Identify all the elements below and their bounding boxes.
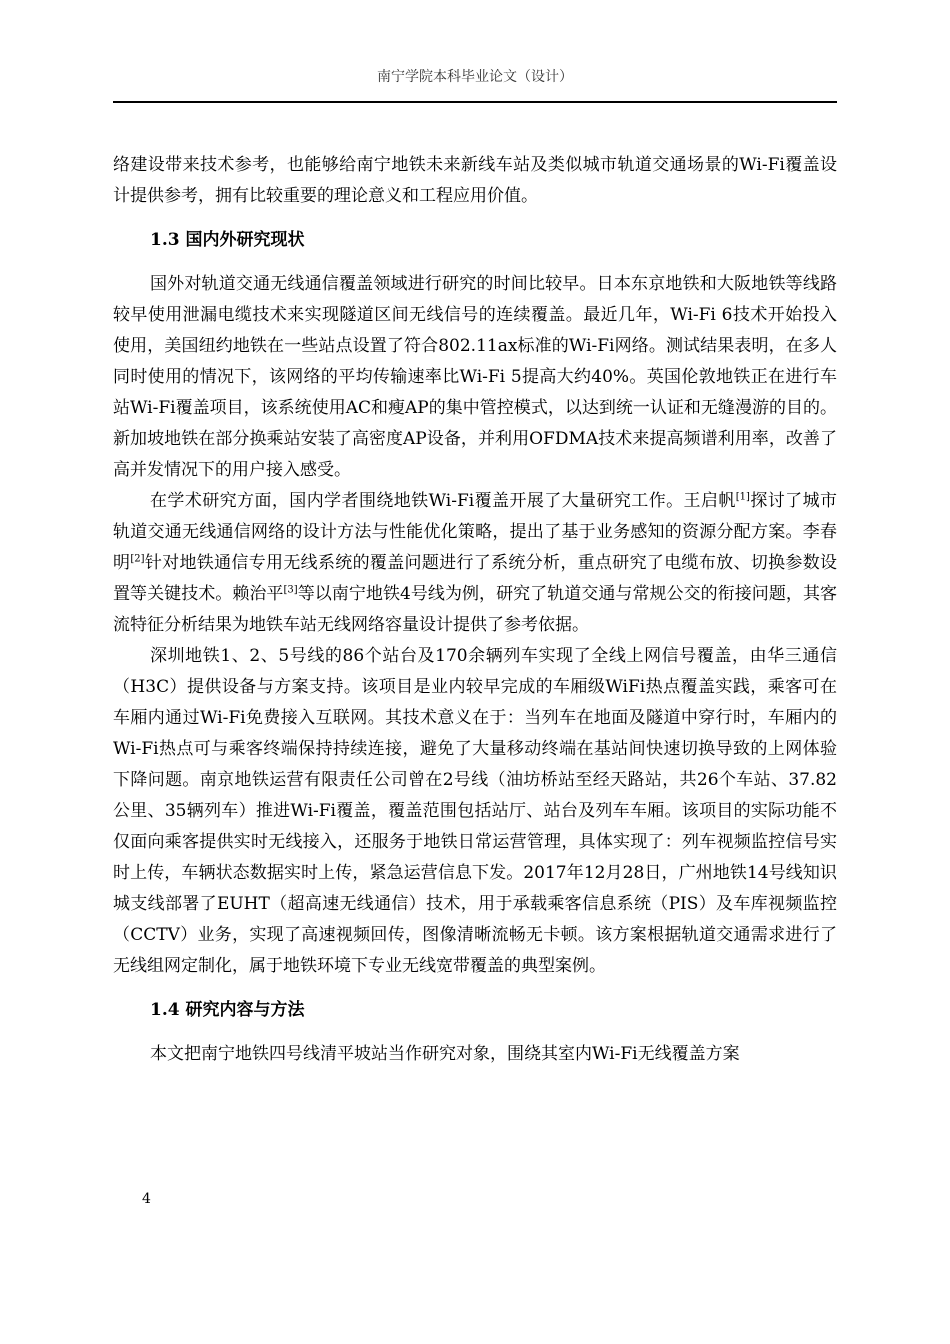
header-rule [113, 101, 837, 103]
citation-2: [2] [130, 553, 145, 565]
paragraph-research-content: 本文把南宁地铁四号线清平坡站当作研究对象，围绕其室内Wi-Fi无线覆盖方案 [150, 1044, 740, 1064]
paragraph-continuation: 络建设带来技术参考，也能够给南宁地铁未来新线车站及类似城市轨道交通场景的Wi-Fi覆盖设计提供参考，拥有比较重要的理论意义和工程应用价值。 [113, 155, 837, 206]
paragraph-case-studies: 深圳地铁1、2、5号线的86个站台及170余辆列车实现了全线上网信号覆盖，由华三通信（H3C）提供设备与方案支持。该项目是业内较早完成的车厢级WiFi热点覆盖实践，乘客可在车厢内通过Wi-Fi免费接入互联网。其技术意义在于：当列车在地面及隧道中穿行时，车厢内的Wi-Fi热点可与乘客终端保持持续连接，避免了大量移动终端在基站间快速切换导致的上网体验下降问题。南京地铁运营有限责任公司曾在2号线（油坊桥站至经天路站，共26个车站、37.82公里、35辆列车）推进Wi-Fi覆盖，覆盖范围包括站厅、站台及列车车厢。该项目的实际功能不仅面向乘客提供实时无线接入，还服务于地铁日常运营管理，具体实现了：列车视频监控信号实时上传，车辆状态数据实时上传，紧急运营信息下发。2017年12月28日，广州地铁14号线知识城支线部署了EUHT（超高速无线通信）技术，用于承载乘客信息系统（PIS）及车库视频监控（CCTV）业务，实现了高速视频回传，图像清晰流畅无卡顿。该方案根据轨道交通需求进行了无线组网定制化，属于地铁环境下专业无线宽带覆盖的典型案例。 [113, 646, 837, 976]
citation-1: [1] [735, 491, 750, 503]
section-heading-1-3: 1.3 国内外研究现状 [150, 230, 305, 250]
section-heading-1-4: 1.4 研究内容与方法 [150, 1000, 305, 1020]
paragraph-text: 针对地铁通信专用无线系统的覆盖问题进行了系统分析，重点研究了电缆布放、切换参数设置等关键技术。赖治平 [113, 553, 838, 604]
paragraph-text: 在学术研究方面，国内学者围绕地铁Wi-Fi覆盖开展了大量研究工作。王启帆 [150, 491, 736, 511]
running-header: 南宁学院本科毕业论文（设计） [377, 69, 573, 85]
paragraph-text: 探讨了城市轨道交通无线通信网络的设计方法与性能优化策略，提出了基于业务感知的资源分配方案。李春明 [113, 491, 837, 573]
paragraph-domestic-research [113, 486, 837, 641]
citation-3: [3] [283, 584, 298, 596]
paragraph-text: 等以南宁地铁4号线为例，研究了轨道交通与常规公交的衔接问题，其客流特征分析结果为地铁车站无线网络容量设计提供了参考依据。 [113, 584, 837, 635]
page-number: 4 [142, 1191, 151, 1207]
paragraph-foreign-research: 国外对轨道交通无线通信覆盖领域进行研究的时间比较早。日本东京地铁和大阪地铁等线路较早使用泄漏电缆技术来实现隧道区间无线信号的连续覆盖。最近几年，Wi-Fi 6技术开始投入使用，美国纽约地铁在一些站点设置了符合802.11ax标准的Wi-Fi网络。测试结果表明，在多人同时使用的情况下，该网络的平均传输速率比Wi-Fi 5提高大约40%。英国伦敦地铁正在进行车站Wi-Fi覆盖项目，该系统使用AC和瘦AP的集中管控模式，以达到统一认证和无缝漫游的目的。新加坡地铁在部分换乘站安装了高密度AP设备，并利用OFDMA技术来提高频谱利用率，改善了高并发情况下的用户接入感受。 [113, 274, 837, 480]
page-body [113, 150, 837, 1070]
